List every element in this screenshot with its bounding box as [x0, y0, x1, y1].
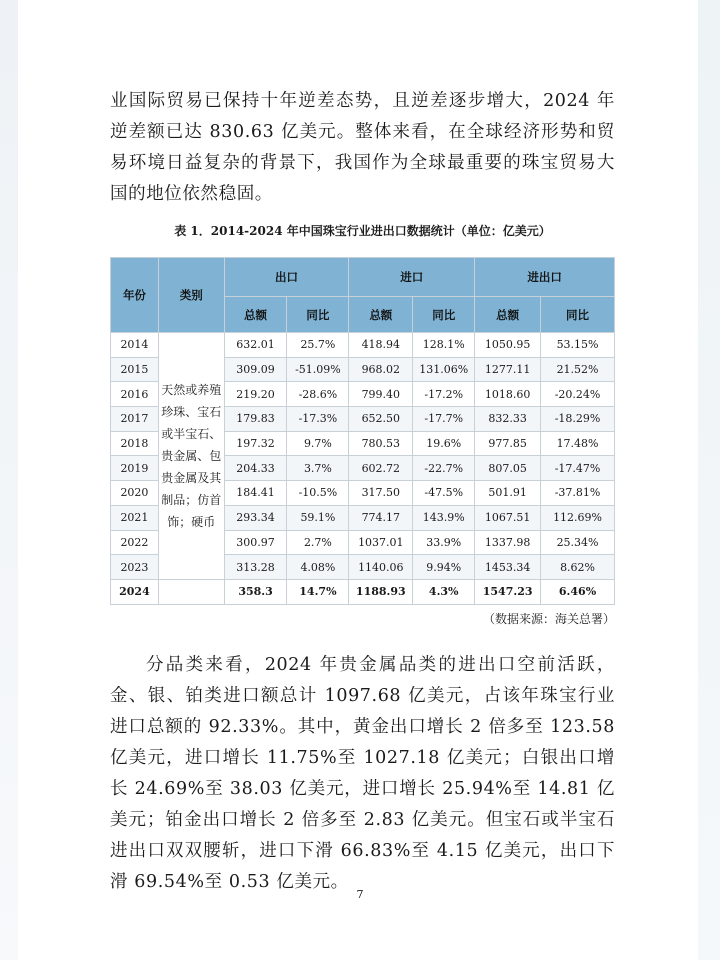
header-export-yoy: 同比: [287, 297, 349, 333]
header-export-amount: 总额: [224, 297, 287, 333]
cell-export: 204.33: [224, 456, 287, 481]
cell-import: 652.50: [349, 407, 413, 432]
page-number: 7: [356, 888, 364, 901]
cell-year: 2015: [111, 357, 159, 382]
cell-export: 358.3: [224, 579, 287, 604]
cell-export: 184.41: [224, 481, 287, 506]
cell-total-yoy: 8.62%: [541, 555, 615, 580]
cell-total: 1453.34: [475, 555, 541, 580]
cell-import-yoy: 4.3%: [413, 579, 475, 604]
header-import-amount: 总额: [349, 297, 413, 333]
cell-year: 2021: [111, 505, 159, 530]
cell-total: 807.05: [475, 456, 541, 481]
cell-import: 602.72: [349, 456, 413, 481]
paragraph-top-text: 业国际贸易已保持十年逆差态势，且逆差逐步增大，2024 年逆差额已达 830.63 亿美元。整体来看，在全球经济形势和贸易环境日益复杂的背景下，我国作为全球最重要的珠宝贸易大国的地位依然稳固。: [110, 91, 615, 204]
cell-import: 418.94: [349, 333, 413, 358]
cell-total: 832.33: [475, 407, 541, 432]
cell-import-yoy: -17.2%: [413, 382, 475, 407]
cell-import-yoy: 33.9%: [413, 530, 475, 555]
cell-import-yoy: 131.06%: [413, 357, 475, 382]
cell-total-yoy: 25.34%: [541, 530, 615, 555]
cell-export: 219.20: [224, 382, 287, 407]
header-category: 类别: [158, 258, 224, 333]
cell-total: 977.85: [475, 431, 541, 456]
cell-total: 1018.60: [475, 382, 541, 407]
cell-export-yoy: 2.7%: [287, 530, 349, 555]
cell-export-yoy: -17.3%: [287, 407, 349, 432]
cell-import-yoy: 128.1%: [413, 333, 475, 358]
cell-import: 317.50: [349, 481, 413, 506]
table-caption: 表 1．2014-2024 年中国珠宝行业进出口数据统计（单位：亿美元）: [174, 224, 551, 238]
cell-year: 2024: [111, 579, 159, 604]
paragraph-bottom: [110, 650, 615, 898]
paragraph-top: [110, 86, 615, 210]
cell-total-yoy: -17.47%: [541, 456, 615, 481]
table-row: [111, 579, 615, 604]
cell-year: 2017: [111, 407, 159, 432]
cell-export-yoy: -28.6%: [287, 382, 349, 407]
cell-total-yoy: 53.15%: [541, 333, 615, 358]
cell-year: 2023: [111, 555, 159, 580]
cell-import: 774.17: [349, 505, 413, 530]
header-import-yoy: 同比: [413, 297, 475, 333]
cell-total: 1547.23: [475, 579, 541, 604]
cell-export-yoy: 59.1%: [287, 505, 349, 530]
header-total-yoy: 同比: [541, 297, 615, 333]
cell-total: 1277.11: [475, 357, 541, 382]
cell-import-yoy: -17.7%: [413, 407, 475, 432]
cell-year: 2018: [111, 431, 159, 456]
cell-export: 309.09: [224, 357, 287, 382]
cell-total-yoy: 6.46%: [541, 579, 615, 604]
cell-export-yoy: 9.7%: [287, 431, 349, 456]
header-total-amount: 总额: [475, 297, 541, 333]
cell-import: 1140.06: [349, 555, 413, 580]
cell-import: 1188.93: [349, 579, 413, 604]
cell-export-yoy: -10.5%: [287, 481, 349, 506]
cell-export-yoy: 14.7%: [287, 579, 349, 604]
cell-export: 313.28: [224, 555, 287, 580]
header-export: 出口: [224, 258, 349, 297]
cell-total-yoy: 112.69%: [541, 505, 615, 530]
cell-import-yoy: -22.7%: [413, 456, 475, 481]
cell-total-yoy: -37.81%: [541, 481, 615, 506]
table-row: [111, 333, 615, 358]
cell-export-yoy: 3.7%: [287, 456, 349, 481]
cell-import-yoy: 19.6%: [413, 431, 475, 456]
cell-category-empty: [158, 579, 224, 604]
cell-total-yoy: 21.52%: [541, 357, 615, 382]
cell-year: 2014: [111, 333, 159, 358]
page-edge-decoration-left: [0, 0, 18, 960]
cell-import-yoy: 9.94%: [413, 555, 475, 580]
cell-export-yoy: 25.7%: [287, 333, 349, 358]
data-source-note: （数据来源：海关总署）: [482, 612, 615, 626]
cell-import: 1037.01: [349, 530, 413, 555]
header-total: 进出口: [475, 258, 615, 297]
page-edge-decoration-right: [698, 0, 720, 960]
cell-total: 1337.98: [475, 530, 541, 555]
cell-import-yoy: 143.9%: [413, 505, 475, 530]
cell-export: 197.32: [224, 431, 287, 456]
cell-export: 293.34: [224, 505, 287, 530]
cell-year: 2020: [111, 481, 159, 506]
cell-export-yoy: -51.09%: [287, 357, 349, 382]
cell-export: 300.97: [224, 530, 287, 555]
cell-total-yoy: 17.48%: [541, 431, 615, 456]
cell-category: 天然或养殖珍珠、宝石或半宝石、贵金属、包贵金属及其制品；仿首饰；硬币: [158, 333, 224, 580]
cell-year: 2019: [111, 456, 159, 481]
cell-export: 632.01: [224, 333, 287, 358]
cell-import: 780.53: [349, 431, 413, 456]
header-import: 进口: [349, 258, 475, 297]
cell-year: 2016: [111, 382, 159, 407]
cell-total-yoy: -18.29%: [541, 407, 615, 432]
header-year: 年份: [111, 258, 159, 333]
import-export-table: [110, 257, 615, 605]
paragraph-bottom-text: 分品类来看，2024 年贵金属品类的进出口空前活跃，金、银、铂类进口额总计 1097.68 亿美元，占该年珠宝行业进口总额的 92.33%。其中，黄金出口增长 2 倍多至 123.58 亿美元，进口增长 11.75%至 1027.18 亿美元；白银出口增长 24.69%至 38.03 亿美元，进口增长 25.94%至 14.81 亿美元；铂金出口增长 2 倍多至 2.83 亿美元。但宝石或半宝石进出口双双腰斩，进口下滑 66.83%至 4.15 亿美元，出口下滑 69.54%至 0.53 亿美元。: [110, 655, 615, 892]
cell-import: 799.40: [349, 382, 413, 407]
cell-import: 968.02: [349, 357, 413, 382]
cell-export: 179.83: [224, 407, 287, 432]
cell-export-yoy: 4.08%: [287, 555, 349, 580]
cell-total: 1050.95: [475, 333, 541, 358]
cell-total-yoy: -20.24%: [541, 382, 615, 407]
cell-total: 501.91: [475, 481, 541, 506]
cell-year: 2022: [111, 530, 159, 555]
cell-import-yoy: -47.5%: [413, 481, 475, 506]
cell-total: 1067.51: [475, 505, 541, 530]
